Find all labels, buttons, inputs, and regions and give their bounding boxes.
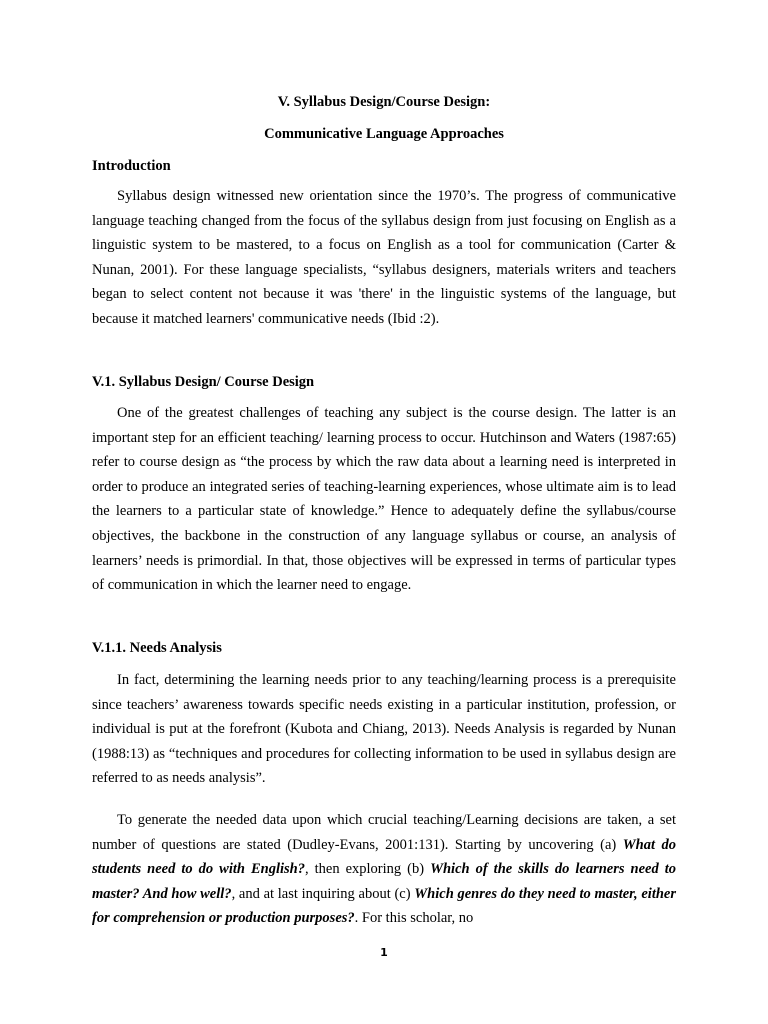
section-v1-paragraph: One of the greatest challenges of teaching any subject is the course design. The latter is an important step for an efficient teaching/ learning process to occur. Hutchinson and Waters (1987:65) refer to course design as “the process by which the raw data about a learning need is interpreted in order to produce an integrated series of teaching-learning experiences, whose ultimate aim is to lead the learners to a particular state of knowledge.” Hence to adequately define the syllabus/course objectives, the backbone in the construction of any language syllabus or course, an analysis of learners’ needs is primordial. In that, those objectives will be expressed in terms of particular types of communication in which the learner need to engage. <box>92 405 676 594</box>
document-subtitle: Communicative Language Approaches <box>264 126 504 142</box>
paragraph-text: . For this scholar, no <box>354 910 474 927</box>
question-c: Which genres do they need to master, either for comprehension or production purposes? <box>92 885 676 927</box>
needs-questions-paragraph <box>92 808 676 931</box>
paragraph-text: , and at last inquiring about (c) <box>231 885 415 902</box>
page-number: 1 <box>380 946 388 959</box>
introduction-paragraph: Syllabus design witnessed new orientation since the 1970’s. The progress of communicative language teaching changed from the focus of the syllabus design from just focusing on English as a linguistic system to be mastered, to a focus on English as a tool for communication (Carter & Nunan, 2001). For these language specialists, “syllabus designers, materials writers and teachers began to select content not because it was 'there' in the linguistic systems of the language, but because it matched learners' communicative needs (Ibid :2). <box>92 188 676 327</box>
section-v1-heading: V.1. Syllabus Design/ Course Design <box>92 374 315 390</box>
document-title: V. Syllabus Design/Course Design: <box>277 94 491 110</box>
paragraph-text: To generate the needed data upon which crucial teaching/Learning decisions are taken, a set number of questions are stated (Dudley-Evans, 2001:131). Starting by uncovering (a) <box>92 812 676 853</box>
needs-analysis-paragraph: In fact, determining the learning needs prior to any teaching/learning process is a prerequisite since teachers’ awareness towards specific needs existing in a particular institution, profession, or individual is put at the forefront (Kubota and Chiang, 2013). Needs Analysis is regarded by Nunan (1988:13) as “techniques and procedures for collecting information to be used in syllabus design are referred to as needs analysis”. <box>92 672 676 787</box>
section-v11-heading: V.1.1. Needs Analysis <box>92 640 222 656</box>
introduction-heading: Introduction <box>92 158 171 174</box>
paragraph-text: , then exploring (b) <box>304 861 431 878</box>
question-a: What do students need to do with English? <box>92 836 676 878</box>
question-b: Which of the skills do learners need to master? And how well? <box>92 861 676 902</box>
